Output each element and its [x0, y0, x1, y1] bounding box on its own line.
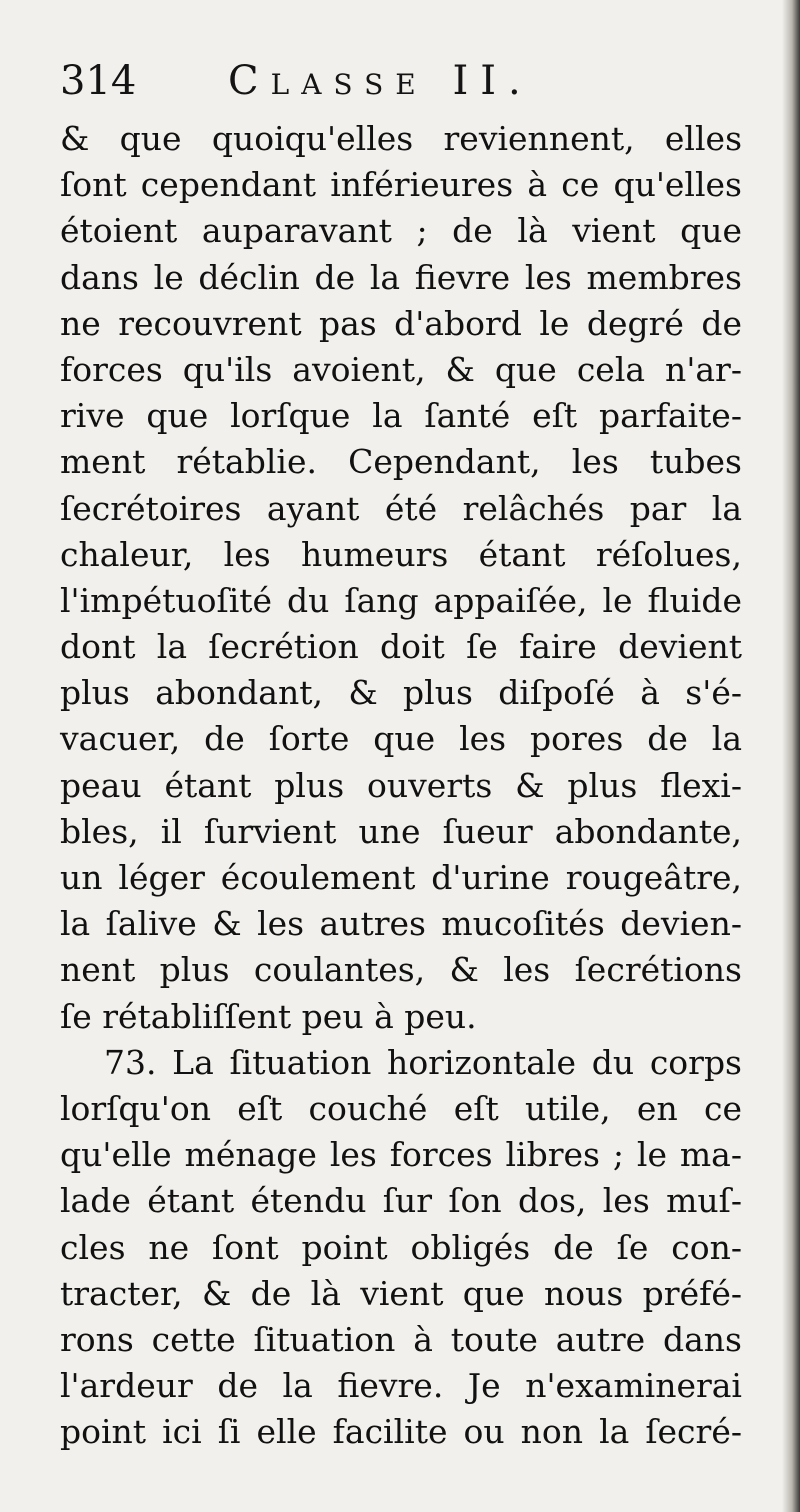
text-line: rive que lorſque la ſanté eſt parfaite-: [60, 396, 742, 436]
text-line: point ici ſi elle facilite ou non la ſecré-: [60, 1412, 742, 1452]
text-line: tracter, & de là vient que nous préfé-: [60, 1273, 742, 1313]
paragraph-end-line: ſe rétabliſſent peu à peu.: [60, 996, 477, 1036]
text-line: dont la ſecrétion doit ſe faire devient: [60, 627, 742, 667]
text-line: ſecrétoires ayant été relâchés par la: [60, 488, 742, 528]
page-header: [60, 56, 740, 106]
body-text: [60, 116, 742, 1455]
text-line: un léger écoulement d'urine rougeâtre,: [60, 858, 742, 897]
text-line: ment rétablie. Cependant, les tubes: [60, 442, 742, 482]
paragraph-start-line: 73. La ſituation horizontale du corps: [104, 1042, 742, 1082]
page-edge-shadow: [782, 0, 800, 1512]
text-line: étoient auparavant ; de là vient que: [60, 211, 742, 251]
text-line: plus abondant, & plus diſpoſé à s'é-: [60, 673, 742, 713]
text-line: l'ardeur de la fievre. Je n'examinerai: [60, 1366, 742, 1406]
text-line: chaleur, les humeurs étant réſolues,: [60, 534, 742, 574]
text-line: lade étant étendu ſur ſon dos, les muſ-: [60, 1181, 742, 1221]
text-line: ſont cependant inférieures à ce qu'elles: [60, 165, 742, 205]
text-line: qu'elle ménage les forces libres ; le ma-: [60, 1135, 742, 1175]
text-line: dans le déclin de la fievre les membres: [60, 257, 742, 297]
text-line: ne recouvrent pas d'abord le degré de: [60, 303, 742, 343]
text-line: cles ne ſont point obligés de ſe con-: [60, 1227, 742, 1267]
text-line: rons cette ſituation à toute autre dans: [60, 1319, 742, 1359]
text-line: la ſalive & les autres mucoſités devien-: [60, 904, 742, 944]
text-line: vacuer, de ſorte que les pores de la: [60, 719, 742, 759]
text-line: nent plus coulantes, & les ſecrétions: [60, 950, 742, 990]
text-line: bles, il ſurvient une ſueur abondante,: [60, 811, 742, 851]
text-line: & que quoiqu'elles reviennent, elles: [60, 119, 742, 158]
text-line: l'impétuoſité du ſang appaiſée, le fluide: [60, 580, 742, 620]
page-number: 314: [60, 58, 137, 104]
running-head: Classe II.: [228, 58, 533, 104]
text-line: forces qu'ils avoient, & que cela n'ar-: [60, 349, 742, 389]
text-line: lorſqu'on eſt couché eſt utile, en ce: [60, 1088, 742, 1128]
text-line: peau étant plus ouverts & plus flexi-: [60, 765, 742, 805]
